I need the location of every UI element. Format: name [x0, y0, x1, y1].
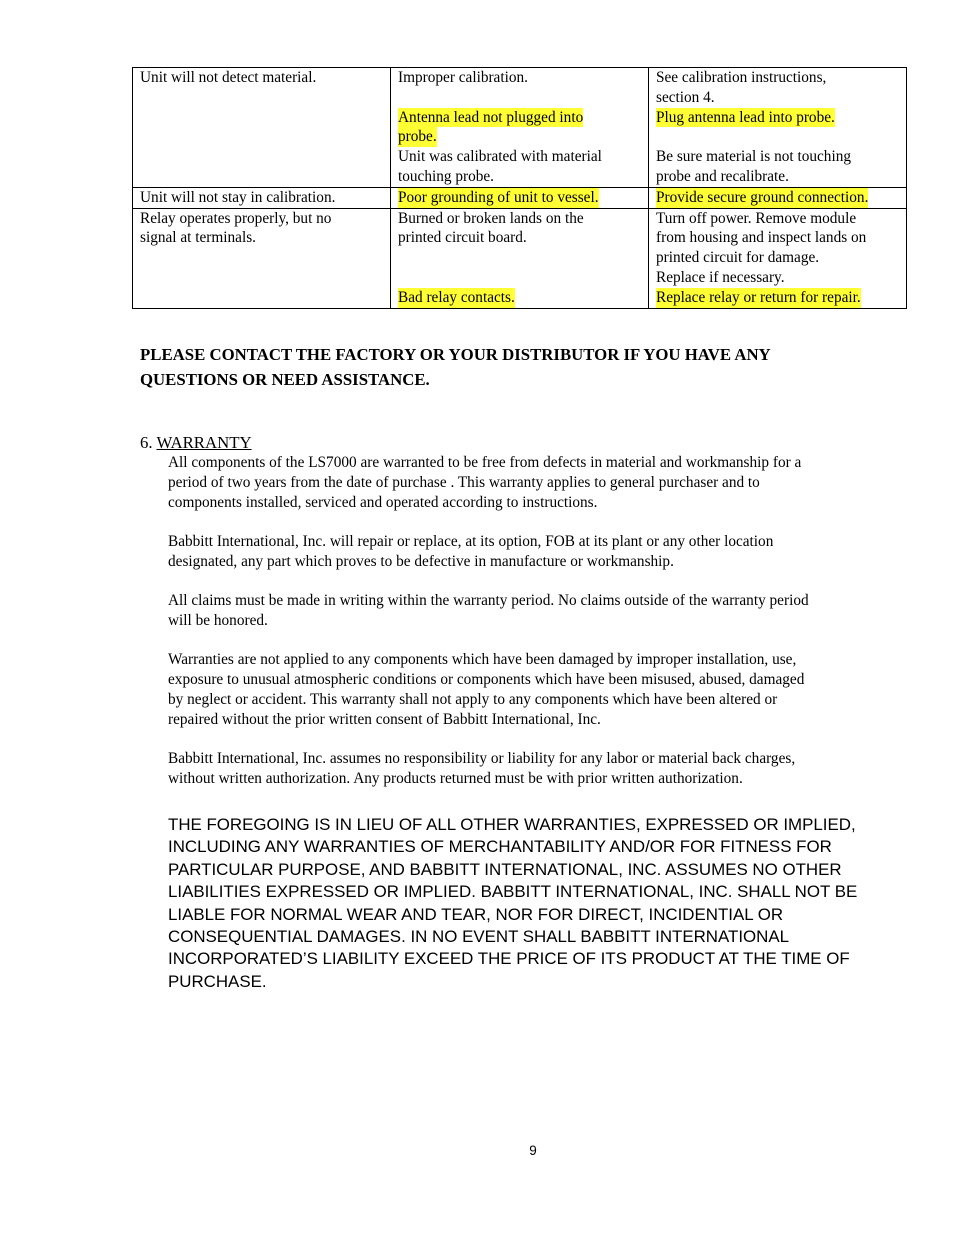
cause-block	[398, 108, 642, 148]
remedy-cell	[649, 208, 907, 308]
cause-line: touching probe.	[398, 167, 495, 185]
symptom-line: Unit will not detect material.	[140, 69, 317, 86]
warranty-line: by neglect or accident. This warranty shall not apply to any components which have been altered or	[168, 690, 778, 708]
remedy-line: printed circuit for damage.	[656, 249, 820, 267]
blank-line	[398, 88, 642, 108]
warranty-title: WARRANTY	[156, 433, 252, 452]
warranty-paragraph	[168, 749, 898, 789]
remedy-line: See calibration instructions,	[656, 69, 827, 86]
warranty-line: All claims must be made in writing within the warranty period. No claims outside of the warranty period	[168, 592, 809, 610]
cause-line: Bad relay contacts.	[398, 288, 515, 306]
cause-block	[398, 188, 642, 208]
cause-line: Unit was calibrated with material	[398, 148, 602, 166]
disclaimer-line: PURCHASE.	[168, 971, 267, 991]
warranty-paragraph	[168, 591, 898, 631]
disclaimer-line: INCLUDING ANY WARRANTIES OF MERCHANTABILITY AND/OR FOR FITNESS FOR	[168, 837, 832, 857]
table-row	[133, 208, 907, 308]
warranty-line: Warranties are not applied to any components which have been damaged by improper installation, use,	[168, 651, 797, 669]
warranty-line: will be honored.	[168, 611, 268, 629]
remedy-line: probe and recalibrate.	[656, 167, 789, 185]
remedy-block	[656, 147, 900, 187]
cause-line: printed circuit board.	[398, 229, 527, 247]
warranty-line: designated, any part which proves to be defective in manufacture or workmanship.	[168, 552, 674, 570]
remedy-line: section 4.	[656, 88, 715, 106]
warranty-disclaimer	[168, 814, 893, 993]
warranty-line: Babbitt International, Inc. assumes no responsibility or liability for any labor or material back charges,	[168, 750, 796, 768]
table-row	[133, 187, 907, 208]
cause-line: Improper calibration.	[398, 69, 528, 86]
remedy-cell	[649, 187, 907, 208]
contact-notice-line-1: PLEASE CONTACT THE FACTORY OR YOUR DISTRIBUTOR IF YOU HAVE ANY	[140, 345, 771, 364]
table-row	[133, 68, 907, 188]
disclaimer-line: THE FOREGOING IS IN LIEU OF ALL OTHER WARRANTIES, EXPRESSED OR IMPLIED,	[168, 815, 856, 834]
remedy-line: from housing and inspect lands on	[656, 229, 867, 247]
cause-block	[398, 288, 642, 308]
symptom-line: Unit will not stay in calibration.	[140, 188, 336, 206]
warranty-paragraph	[168, 532, 898, 572]
warranty-line: repaired without the prior written consent of Babbitt International, Inc.	[168, 710, 601, 728]
cause-line: Poor grounding of unit to vessel.	[398, 188, 599, 206]
disclaimer-line: LIABLE FOR NORMAL WEAR AND TEAR, NOR FOR DIRECT, INCIDENTIAL OR	[168, 904, 784, 924]
cause-block	[398, 209, 642, 249]
cause-block	[398, 68, 642, 88]
symptom-cell	[133, 187, 391, 208]
warranty-paragraph	[168, 453, 898, 512]
remedy-block	[656, 68, 900, 108]
symptom-cell	[133, 208, 391, 308]
troubleshooting-table	[132, 67, 907, 309]
symptom-line: signal at terminals.	[140, 229, 256, 247]
warranty-line: period of two years from the date of purchase . This warranty applies to general purchaser and to	[168, 473, 760, 491]
remedy-block	[656, 188, 900, 208]
disclaimer-line: PARTICULAR PURPOSE, AND BABBITT INTERNATIONAL, INC. ASSUMES NO OTHER	[168, 859, 842, 879]
warranty-line: components installed, serviced and operated according to instructions.	[168, 493, 598, 511]
remedy-block	[656, 108, 900, 128]
remedy-block	[656, 288, 900, 308]
remedy-line: Replace relay or return for repair.	[656, 288, 861, 306]
cause-block	[398, 147, 642, 187]
cause-line: Burned or broken lands on the	[398, 209, 584, 227]
page-number: 9	[529, 1143, 537, 1158]
remedy-line: Turn off power. Remove module	[656, 209, 857, 227]
warranty-heading	[140, 433, 252, 453]
cause-cell	[391, 187, 649, 208]
contact-notice	[140, 343, 900, 392]
cause-line: probe.	[398, 128, 437, 146]
symptom-line: Relay operates properly, but no	[140, 209, 332, 227]
remedy-line: Replace if necessary.	[656, 268, 785, 286]
remedy-line: Plug antenna lead into probe.	[656, 108, 835, 126]
disclaimer-line: INCORPORATED’S LIABILITY EXCEED THE PRICE OF ITS PRODUCT AT THE TIME OF	[168, 949, 850, 969]
symptom-cell	[133, 68, 391, 188]
remedy-line: Be sure material is not touching	[656, 148, 851, 166]
blank-line	[398, 248, 642, 268]
warranty-line: Babbitt International, Inc. will repair or replace, at its option, FOB at its plant or any other location	[168, 532, 774, 550]
disclaimer-line: CONSEQUENTIAL DAMAGES. IN NO EVENT SHALL BABBITT INTERNATIONAL	[168, 927, 790, 947]
warranty-body	[168, 453, 898, 808]
warranty-line: without written authorization. Any products returned must be with prior written authorization.	[168, 769, 743, 787]
blank-line	[398, 268, 642, 288]
cause-line: Antenna lead not plugged into	[398, 108, 584, 126]
warranty-line: exposure to unusual atmospheric conditions or components which have been misused, abused, damaged	[168, 671, 805, 689]
contact-notice-line-2: QUESTIONS OR NEED ASSISTANCE.	[140, 369, 430, 389]
disclaimer-line: LIABILITIES EXPRESSED OR IMPLIED. BABBITT INTERNATIONAL, INC. SHALL NOT BE	[168, 882, 858, 902]
remedy-cell	[649, 68, 907, 188]
cause-cell	[391, 68, 649, 188]
remedy-block	[656, 209, 900, 288]
warranty-paragraph	[168, 650, 898, 729]
warranty-line: All components of the LS7000 are warranted to be free from defects in material and workmanship for a	[168, 454, 802, 471]
blank-line	[656, 127, 900, 147]
cause-cell	[391, 208, 649, 308]
remedy-line: Provide secure ground connection.	[656, 188, 869, 206]
troubleshooting-table-body	[133, 68, 907, 309]
warranty-section-number: 6.	[140, 433, 157, 452]
